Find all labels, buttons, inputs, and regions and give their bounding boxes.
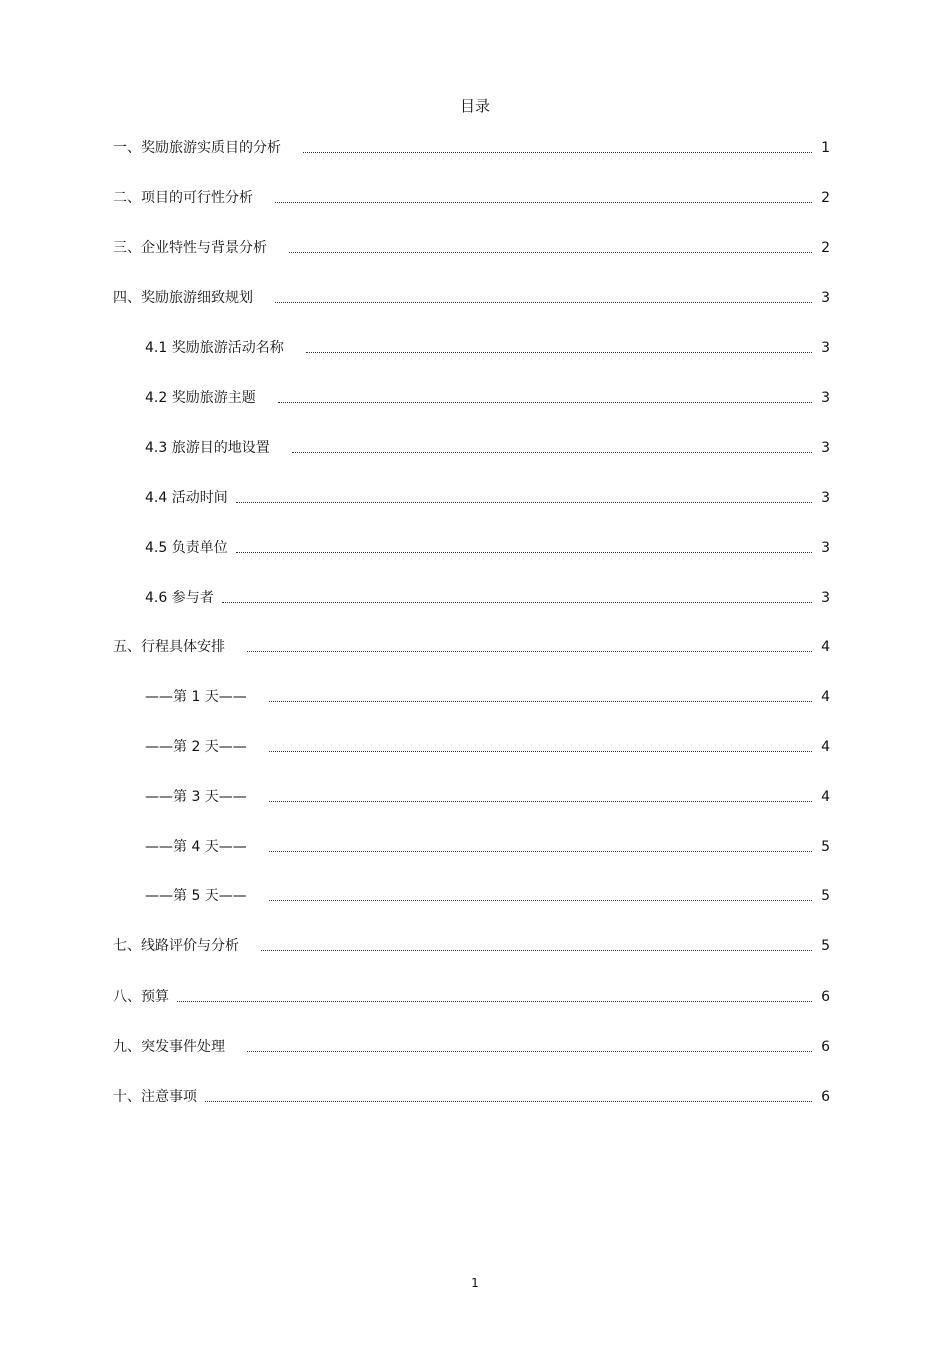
toc-entry-page: 6 xyxy=(821,1089,830,1105)
toc-dot-leader xyxy=(177,1000,812,1002)
toc-dot-leader xyxy=(269,899,812,901)
toc-dot-leader xyxy=(292,451,812,453)
toc-dot-leader xyxy=(247,650,812,652)
page-number: 1 xyxy=(471,1276,479,1290)
toc-dot-leader xyxy=(275,201,812,203)
toc-entry-page: 2 xyxy=(821,240,830,256)
toc-entry-label: 4.1 奖励旅游活动名称 xyxy=(145,340,284,356)
toc-entry-label: 4.5 负责单位 xyxy=(145,540,228,556)
toc-title: 目录 xyxy=(459,97,490,115)
toc-dot-leader xyxy=(303,151,812,153)
toc-entry-label: 八、预算 xyxy=(113,989,169,1005)
toc-dot-leader xyxy=(222,601,812,603)
toc-entry-label: ——第 1 天—— xyxy=(145,689,247,705)
toc-entry-label: 一、奖励旅游实质目的分析 xyxy=(113,140,281,156)
toc-entry[interactable] xyxy=(113,1087,830,1107)
toc-entry-label: 九、突发事件处理 xyxy=(113,1039,225,1055)
toc-dot-leader xyxy=(236,551,812,553)
toc-entry-page: 3 xyxy=(821,490,830,506)
toc-entry-label: 五、行程具体安排 xyxy=(113,639,225,655)
toc-entry[interactable] xyxy=(113,288,830,308)
toc-dot-leader xyxy=(275,301,812,303)
toc-entry-label: 三、企业特性与背景分析 xyxy=(113,240,267,256)
toc-entry-label: 四、奖励旅游细致规划 xyxy=(113,290,253,306)
toc-entry[interactable] xyxy=(145,588,830,608)
toc-entry[interactable] xyxy=(113,1037,830,1057)
toc-entry[interactable] xyxy=(113,936,830,956)
toc-entry-label: 七、线路评价与分析 xyxy=(113,938,239,954)
toc-dot-leader xyxy=(269,750,812,752)
toc-entry-page: 6 xyxy=(821,1039,830,1055)
toc-entry[interactable] xyxy=(145,388,830,408)
toc-entry[interactable] xyxy=(113,987,830,1007)
toc-entry-label: 4.4 活动时间 xyxy=(145,490,228,506)
toc-dot-leader xyxy=(269,800,812,802)
toc-entry-page: 4 xyxy=(821,639,830,655)
toc-entry-page: 4 xyxy=(821,739,830,755)
toc-entry-label: 二、项目的可行性分析 xyxy=(113,190,253,206)
toc-entry-page: 4 xyxy=(821,689,830,705)
toc-entry-label: 4.2 奖励旅游主题 xyxy=(145,390,256,406)
toc-entry[interactable] xyxy=(145,886,830,906)
toc-dot-leader xyxy=(247,1050,812,1052)
toc-dot-leader xyxy=(278,401,812,403)
toc-entry-label: ——第 2 天—— xyxy=(145,739,247,755)
toc-entry-page: 4 xyxy=(821,789,830,805)
toc-entry[interactable] xyxy=(145,687,830,707)
toc-entry[interactable] xyxy=(145,538,830,558)
toc-dot-leader xyxy=(289,251,812,253)
toc-entry[interactable] xyxy=(145,338,830,358)
toc-entry-page: 5 xyxy=(821,938,830,954)
toc-entry-label: 十、注意事项 xyxy=(113,1089,197,1105)
toc-entry-page: 3 xyxy=(821,440,830,456)
toc-entry-page: 5 xyxy=(821,839,830,855)
toc-entry[interactable] xyxy=(145,488,830,508)
toc-dot-leader xyxy=(205,1100,812,1102)
toc-entry-label: 4.3 旅游目的地设置 xyxy=(145,440,270,456)
toc-entry-label: ——第 3 天—— xyxy=(145,789,247,805)
toc-dot-leader xyxy=(306,351,812,353)
toc-entry-page: 6 xyxy=(821,989,830,1005)
toc-dot-leader xyxy=(236,501,812,503)
toc-entry-label: ——第 4 天—— xyxy=(145,839,247,855)
toc-entry-page: 3 xyxy=(821,390,830,406)
toc-entry[interactable] xyxy=(113,637,830,657)
toc-entry[interactable] xyxy=(145,438,830,458)
toc-entry-page: 3 xyxy=(821,340,830,356)
toc-entry-page: 3 xyxy=(821,540,830,556)
toc-entry-page: 3 xyxy=(821,590,830,606)
toc-entry-page: 2 xyxy=(821,190,830,206)
toc-entry[interactable] xyxy=(145,837,830,857)
toc-dot-leader xyxy=(261,949,812,951)
toc-entry[interactable] xyxy=(145,737,830,757)
toc-dot-leader xyxy=(269,700,812,702)
toc-dot-leader xyxy=(269,850,812,852)
toc-entry-page: 5 xyxy=(821,888,830,904)
toc-entry-label: 4.6 参与者 xyxy=(145,590,214,606)
toc-entry[interactable] xyxy=(145,787,830,807)
toc-entry-page: 3 xyxy=(821,290,830,306)
toc-entry[interactable] xyxy=(113,138,830,158)
toc-entry[interactable] xyxy=(113,188,830,208)
toc-entry-label: ——第 5 天—— xyxy=(145,888,247,904)
toc-entry-page: 1 xyxy=(821,140,830,156)
toc-entry[interactable] xyxy=(113,238,830,258)
